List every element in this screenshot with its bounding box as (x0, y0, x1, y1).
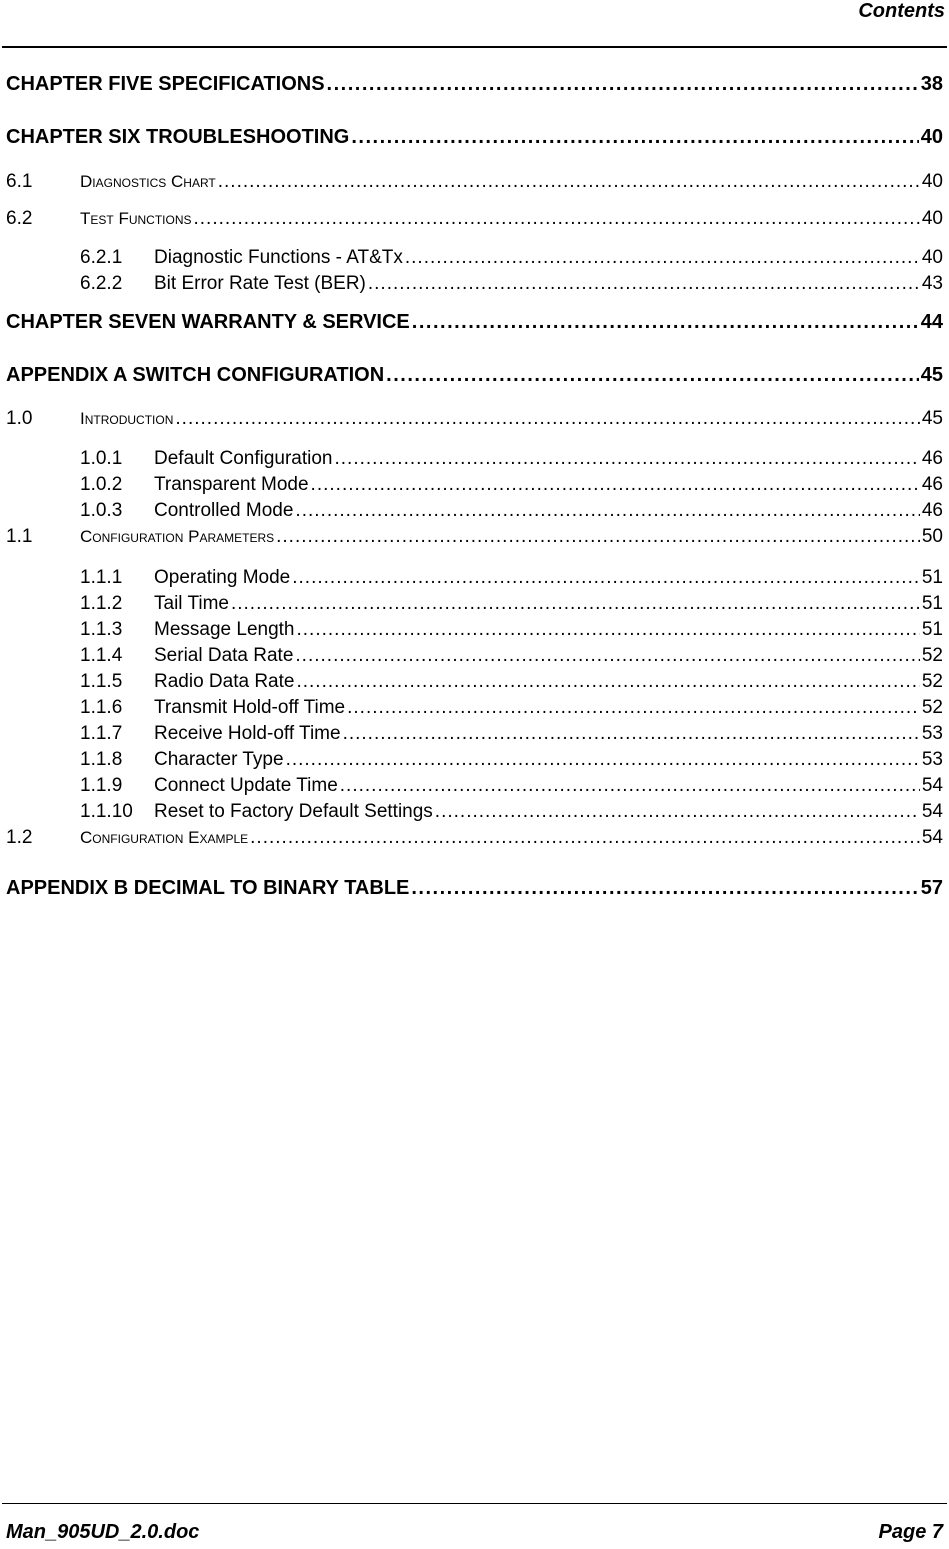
toc-number: 1.1 (6, 526, 33, 547)
toc-number: 1.1.9 (80, 775, 123, 796)
toc-number: 1.1.7 (80, 723, 123, 744)
toc-entry-chapter-seven[interactable] (6, 310, 943, 334)
toc-label: Receive Hold-off Time (154, 723, 341, 744)
footer-doc-name: Man_905UD_2.0.doc (6, 1521, 200, 1543)
toc-entry-6-1[interactable] (6, 170, 943, 194)
toc-label: Message Length (154, 619, 295, 640)
toc-entry-1-0-2[interactable] (80, 473, 943, 497)
toc-label: Radio Data Rate (154, 671, 295, 692)
footer-page-label: Page 7 (878, 1521, 943, 1543)
toc-leader (194, 207, 920, 231)
toc-leader (295, 499, 919, 523)
toc-page-number: 52 (921, 697, 943, 718)
toc-leader (347, 696, 920, 720)
toc-page-number: 52 (921, 671, 943, 692)
toc-page-number: 53 (921, 723, 943, 744)
toc-label: Introduction (80, 409, 174, 428)
toc-label: Bit Error Rate Test (BER) (154, 273, 366, 294)
toc-label: CHAPTER SEVEN WARRANTY & SERVICE (6, 311, 410, 333)
toc-number: 1.0 (6, 408, 33, 429)
toc-label: CHAPTER SIX TROUBLESHOOTING (6, 126, 350, 148)
toc-leader (368, 272, 920, 296)
toc-number: 6.2.1 (80, 247, 123, 268)
toc-number: 6.2.2 (80, 273, 123, 294)
toc-entry-1-1-4[interactable] (80, 644, 943, 668)
toc-leader (335, 447, 920, 471)
toc-entry-6-2-2[interactable] (80, 272, 943, 296)
toc-leader (292, 566, 920, 590)
toc-page-number: 40 (920, 126, 943, 148)
toc-label: Reset to Factory Default Settings (154, 801, 433, 822)
toc-leader (231, 592, 920, 616)
toc-label: APPENDIX A SWITCH CONFIGURATION (6, 364, 385, 386)
toc-entry-1-0-1[interactable] (80, 447, 943, 471)
toc-page-number: 53 (921, 749, 943, 770)
toc-leader (250, 826, 920, 850)
toc-leader (218, 170, 920, 194)
toc-leader (311, 473, 920, 497)
toc-entry-1-1-2[interactable] (80, 592, 943, 616)
toc-leader (297, 618, 920, 642)
toc-page-number: 57 (920, 877, 943, 899)
toc-label: Default Configuration (154, 448, 333, 469)
toc-entry-1-2[interactable] (6, 826, 943, 850)
toc-number: 1.1.1 (80, 567, 123, 588)
toc-page-number: 45 (921, 408, 943, 429)
toc-label: CHAPTER FIVE SPECIFICATIONS (6, 73, 325, 95)
toc-entry-1-1-8[interactable] (80, 748, 943, 772)
toc-label: Character Type (154, 749, 284, 770)
toc-page-number: 46 (921, 448, 943, 469)
toc-entry-1-1-5[interactable] (80, 670, 943, 694)
toc-number: 1.1.6 (80, 697, 123, 718)
toc-page-number: 43 (921, 273, 943, 294)
toc-number: 1.2 (6, 827, 33, 848)
toc-label: Serial Data Rate (154, 645, 294, 666)
toc-page-number: 40 (921, 208, 943, 229)
toc-entry-1-1-10[interactable] (80, 800, 943, 824)
toc-entry-1-1-7[interactable] (80, 722, 943, 746)
toc-leader (343, 722, 920, 746)
toc-label: Transparent Mode (154, 474, 309, 495)
toc-label: Operating Mode (154, 567, 291, 588)
toc-label: Test Functions (80, 209, 192, 228)
toc-entry-1-1[interactable] (6, 525, 943, 549)
toc-number: 1.0.2 (80, 474, 123, 495)
toc-label: Tail Time (154, 593, 229, 614)
toc-label: Transmit Hold-off Time (154, 697, 346, 718)
toc-leader (295, 644, 919, 668)
toc-page-number: 51 (921, 593, 943, 614)
toc-entry-1-1-6[interactable] (80, 696, 943, 720)
toc-entry-chapter-six[interactable] (6, 125, 943, 149)
toc-entry-1-0[interactable] (6, 407, 943, 431)
toc-number: 1.1.2 (80, 593, 123, 614)
toc-page-number: 50 (921, 526, 943, 547)
toc-leader (175, 407, 919, 431)
toc-label: Connect Update Time (154, 775, 338, 796)
toc-entry-6-2[interactable] (6, 207, 943, 231)
toc-page-number: 46 (921, 500, 943, 521)
toc-page-number: 40 (921, 171, 943, 192)
toc-entry-appendix-b[interactable] (6, 876, 943, 900)
toc-page-number: 40 (921, 247, 943, 268)
toc-page-number: 46 (921, 474, 943, 495)
toc-number: 1.1.3 (80, 619, 123, 640)
toc-entry-6-2-1[interactable] (80, 246, 943, 270)
toc-label: Controlled Mode (154, 500, 294, 521)
toc-leader (411, 876, 918, 900)
toc-leader (286, 748, 920, 772)
toc-label: Configuration Example (80, 828, 249, 847)
toc-page-number: 51 (921, 567, 943, 588)
toc-label: APPENDIX B DECIMAL TO BINARY TABLE (6, 877, 410, 899)
toc-page-number: 51 (921, 619, 943, 640)
header-title: Contents (858, 0, 945, 22)
toc-page-number: 38 (920, 73, 943, 95)
toc-leader (340, 774, 920, 798)
toc-number: 1.0.1 (80, 448, 123, 469)
toc-page-number: 45 (920, 364, 943, 386)
toc-label: Configuration Parameters (80, 527, 275, 546)
footer-divider (2, 1503, 947, 1504)
toc-entry-1-1-1[interactable] (80, 566, 943, 590)
toc-leader (276, 525, 920, 549)
toc-number: 1.1.4 (80, 645, 123, 666)
toc-page-number: 52 (921, 645, 943, 666)
toc-leader (327, 72, 919, 96)
toc-label: Diagnostics Chart (80, 172, 216, 191)
toc-leader (296, 670, 919, 694)
toc-number: 1.1.8 (80, 749, 123, 770)
toc-entry-1-1-3[interactable] (80, 618, 943, 642)
toc-leader (386, 363, 919, 387)
toc-page-number: 44 (920, 311, 943, 333)
toc-number: 6.1 (6, 171, 33, 192)
toc-page-number: 54 (921, 801, 943, 822)
toc-leader (435, 800, 920, 824)
toc-number: 6.2 (6, 208, 33, 229)
toc-entry-1-0-3[interactable] (80, 499, 943, 523)
toc-entry-1-1-9[interactable] (80, 774, 943, 798)
toc-leader (405, 246, 920, 270)
toc-number: 1.1.10 (80, 801, 133, 822)
toc-page-number: 54 (921, 775, 943, 796)
toc-entry-chapter-five[interactable] (6, 72, 943, 96)
toc-label: Diagnostic Functions - AT&Tx (154, 247, 403, 268)
toc-number: 1.0.3 (80, 500, 123, 521)
header-divider (2, 46, 947, 48)
toc-leader (412, 310, 919, 334)
toc-page-number: 54 (921, 827, 943, 848)
toc-entry-appendix-a[interactable] (6, 363, 943, 387)
toc-leader (351, 125, 918, 149)
toc-number: 1.1.5 (80, 671, 123, 692)
